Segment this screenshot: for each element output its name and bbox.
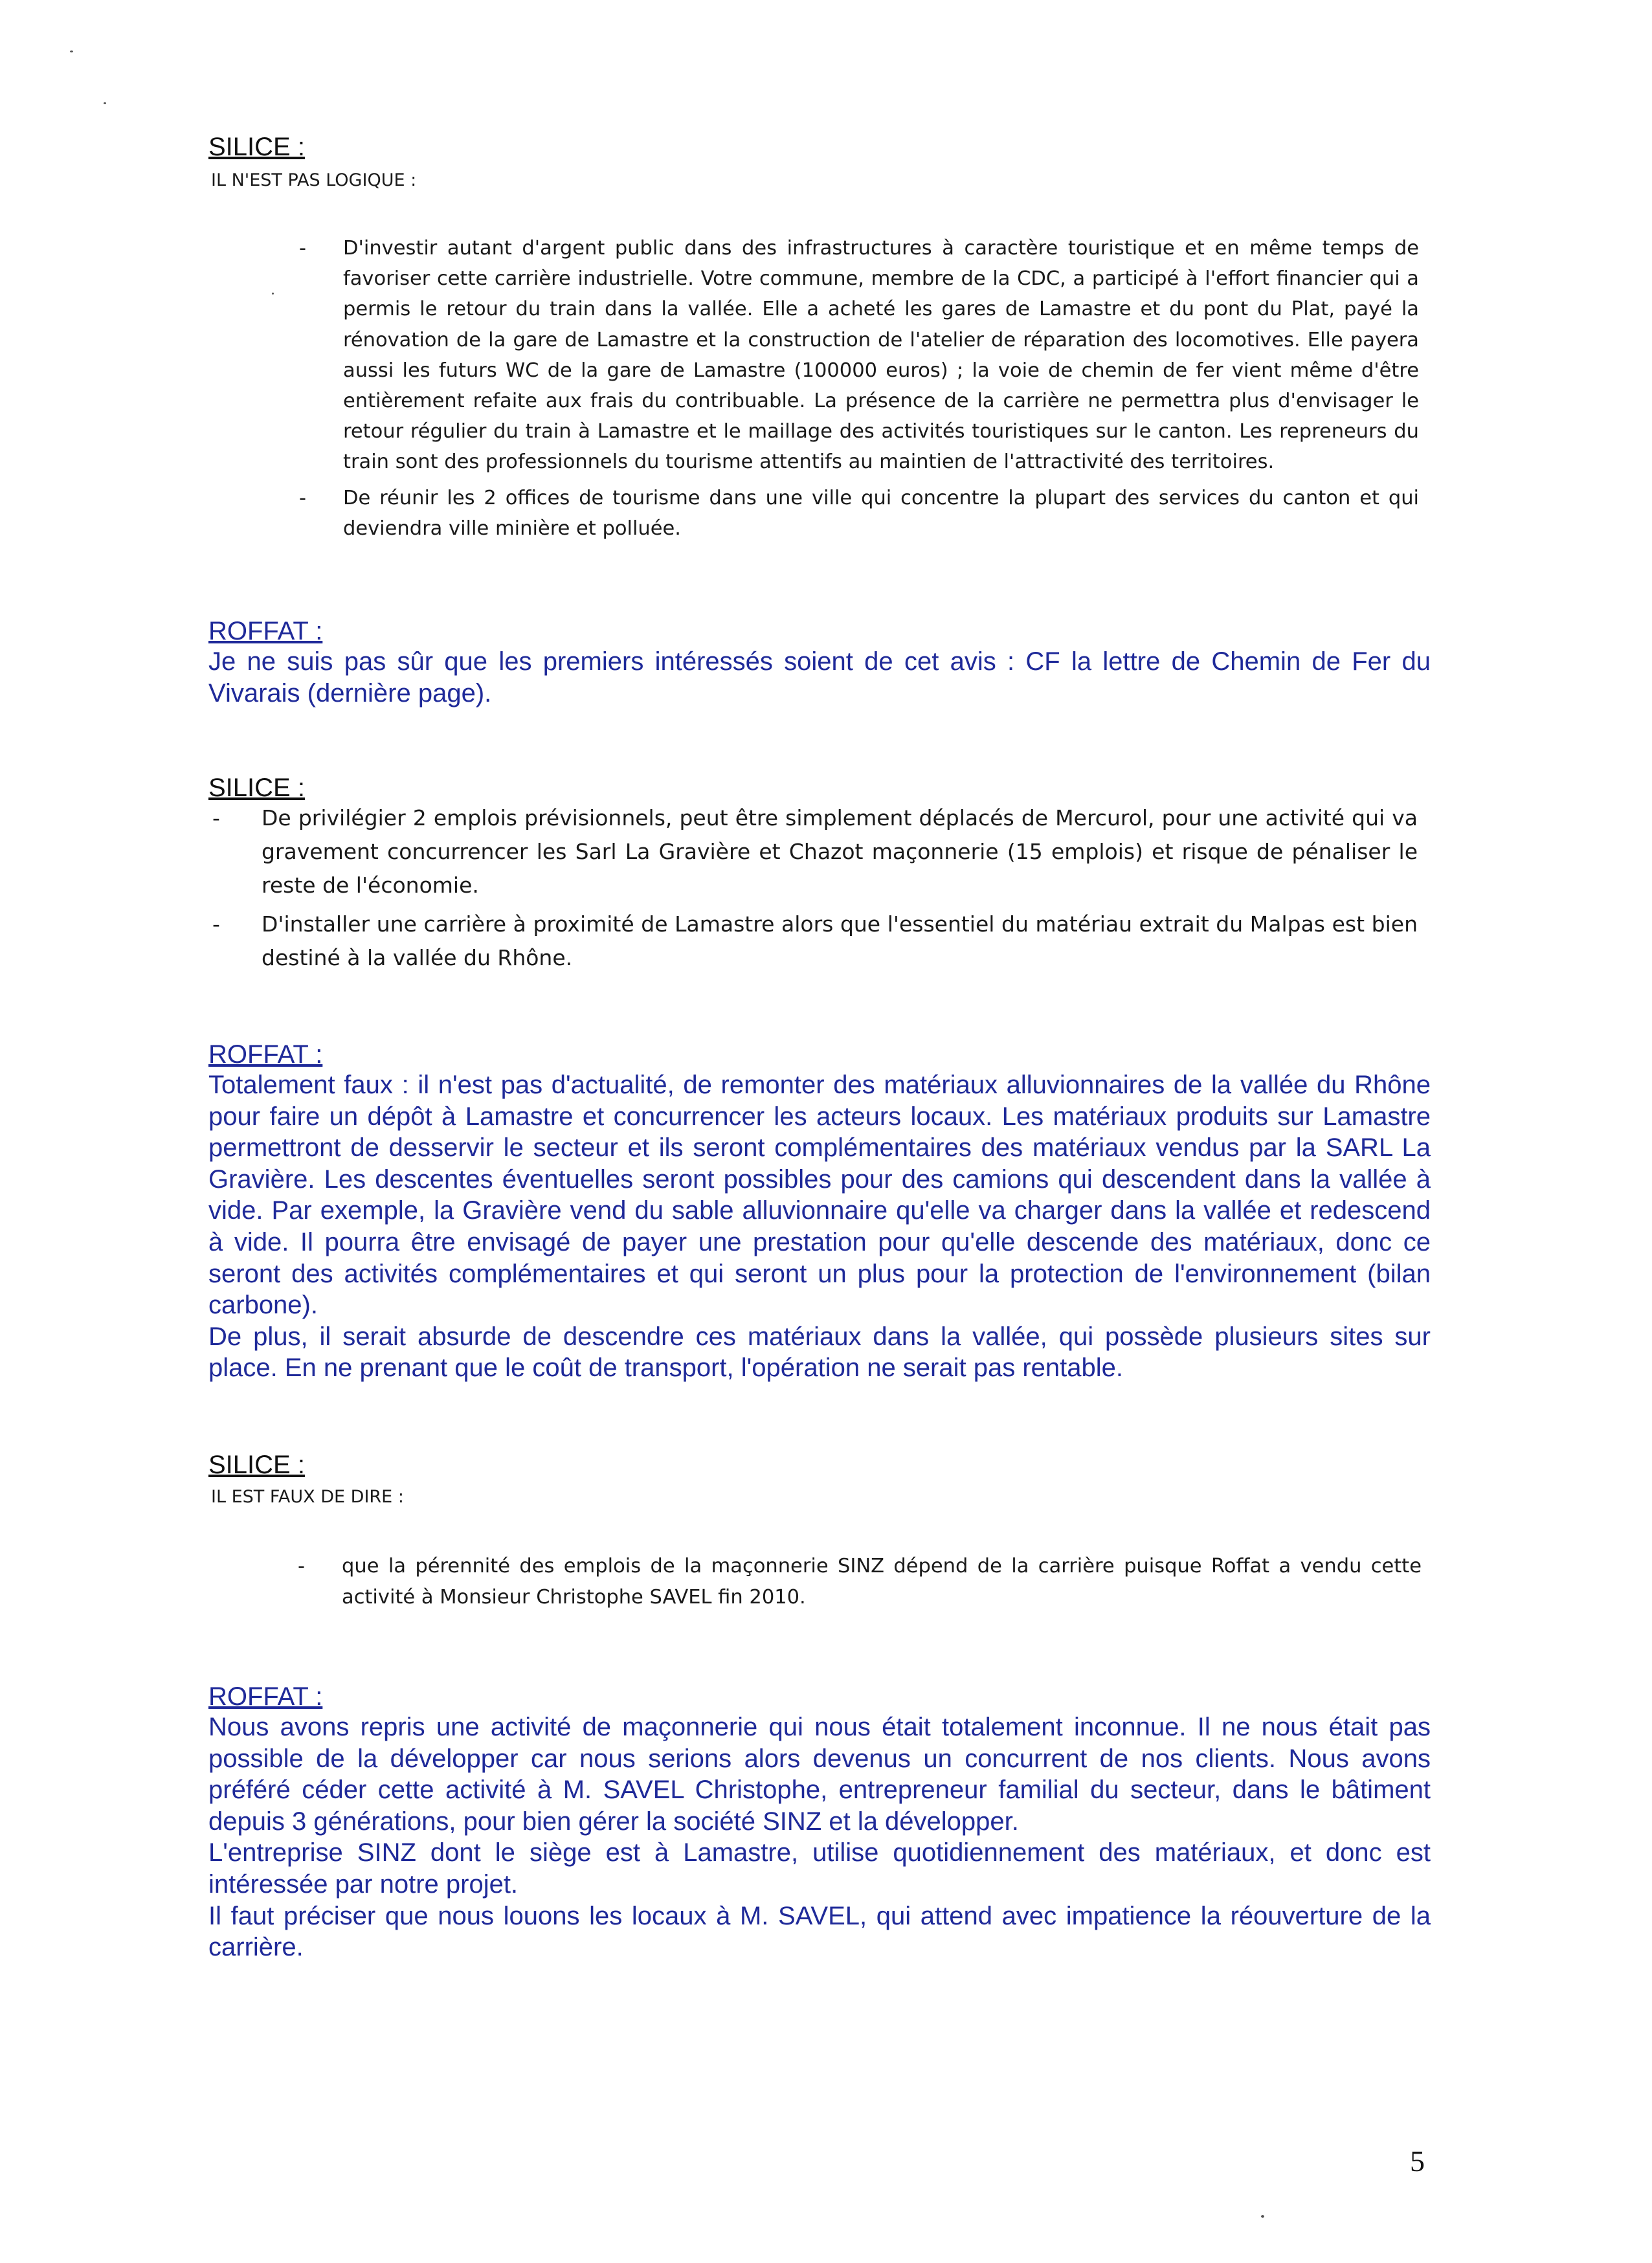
bullet-dash: - — [299, 486, 307, 509]
bullet-dash: - — [299, 237, 307, 260]
paragraph: L'entreprise SINZ dont le siège est à Lamastre, utilise quotidiennement des matériaux, et donc est intéressée par notre projet. — [208, 1838, 1431, 1899]
bullet-dash: - — [298, 1555, 306, 1577]
page-number: 5 — [1410, 2145, 1425, 2178]
bullet-text: D'investir autant d'argent public dans des infrastructures à caractère touristique et en même temps de favoriser cette carrière industrielle. Votre commune, membre de la CDC, a participé à l'effort financier qui a permis le retour du train dans la vallée. Elle a acheté les gares de Lamastre et du pont du Plat, payé la rénovation de la gare de Lamastre et la construction de l'atelier de réparation des locomotives. Elle payera aussi les futurs WC de la gare de Lamastre (100000 euros) ; la voie de chemin de fer vient même d'être entièrement refaite aux frais du contribuable. La présence de la carrière ne permettra plus d'envisager le retour régulier du train à Lamastre et le maillage des activités touristiques sur le canton. Les repreneurs du train sont des professionnels du tourisme attentifs au maintien de l'attractivité des territoires. — [343, 237, 1419, 474]
paragraph: Je ne suis pas sûr que les premiers intéressés soient de cet avis : CF la lettre de Chemin de Fer du Vivarais (dernière page). — [208, 647, 1431, 708]
silice-bullet-list-1 — [299, 233, 1419, 549]
bullet-text: De réunir les 2 offices de tourisme dans une ville qui concentre la plupart des services du canton et qui deviendra ville minière et polluée. — [343, 486, 1419, 540]
roffat-response-2 — [208, 1069, 1431, 1384]
bullet-dash: - — [212, 911, 220, 937]
roffat-response-1 — [208, 646, 1431, 709]
silice-heading-1: SILICE : — [208, 133, 305, 161]
roffat-response-3 — [208, 1711, 1431, 1963]
scan-speck — [1261, 2215, 1264, 2218]
scan-speck — [104, 102, 106, 104]
paragraph: Totalement faux : il n'est pas d'actualité, de remonter des matériaux alluvionnaires de la vallée du Rhône pour faire un dépôt à Lamastre et concurrencer les acteurs locaux. Les matériaux produits sur Lamastre permettront de desservir le secteur et ils seront complémentaires des matériaux vendus par la SARL La Gravière. Les descentes éventuelles seront possibles pour des camions qui descendent dans la vallée à vide. Par exemple, la Gravière vend du sable alluvionnaire qu'elle va charger dans la vallée et redescend à vide. Il pourra être envisagé de payer une prestation pour qu'elle descende des matériaux, donc ce seront des activités complémentaires et qui seront un plus pour la protection de l'environnement (bilan carbone). — [208, 1071, 1431, 1320]
silice-subheading-1: IL N'EST PAS LOGIQUE : — [211, 170, 417, 190]
paragraph: Il faut préciser que nous louons les locaux à M. SAVEL, qui attend avec impatience la réouverture de la carrière. — [208, 1901, 1431, 1962]
list-item — [212, 801, 1418, 902]
silice-bullet-list-2 — [212, 801, 1418, 980]
bullet-text: De privilégier 2 emplois prévisionnels, peut être simplement déplacés de Mercurol, pour une activité qui va gravement concurrencer les Sarl La Gravière et Chazot maçonnerie (15 emplois) et risque de pénaliser le reste de l'économie. — [262, 805, 1418, 898]
roffat-heading-2: ROFFAT : — [208, 1040, 323, 1069]
silice-heading-2: SILICE : — [208, 774, 305, 802]
scan-speck — [272, 293, 274, 295]
bullet-text: que la pérennité des emplois de la maçonnerie SINZ dépend de la carrière puisque Roffat a vendu cette activité à Monsieur Christophe SAVEL fin 2010. — [342, 1555, 1422, 1609]
list-item — [299, 233, 1419, 478]
roffat-heading-1: ROFFAT : — [208, 617, 323, 645]
bullet-text: D'installer une carrière à proximité de Lamastre alors que l'essentiel du matériau extrait du Malpas est bien destiné à la vallée du Rhône. — [262, 911, 1418, 970]
paragraph: De plus, il serait absurde de descendre ces matériaux dans la vallée, qui possède plusieurs sites sur place. En ne prenant que le coût de transport, l'opération ne serait pas rentable. — [208, 1322, 1431, 1383]
silice-bullet-list-3 — [298, 1551, 1422, 1618]
list-item — [212, 908, 1418, 975]
bullet-dash: - — [212, 805, 220, 831]
list-item — [299, 483, 1419, 544]
paragraph: Nous avons repris une activité de maçonnerie qui nous était totalement inconnue. Il ne nous était pas possible de la développer car nous serions alors devenus un concurrent de nos clients. Nous avons préféré céder cette activité à M. SAVEL Christophe, entrepreneur familial du secteur, dans le bâtiment depuis 3 générations, pour bien gérer la société SINZ et la développer. — [208, 1713, 1431, 1836]
list-item — [298, 1551, 1422, 1613]
roffat-heading-3: ROFFAT : — [208, 1682, 323, 1711]
silice-heading-3: SILICE : — [208, 1451, 305, 1479]
scan-speck — [70, 50, 73, 52]
silice-subheading-3: IL EST FAUX DE DIRE : — [211, 1487, 404, 1507]
